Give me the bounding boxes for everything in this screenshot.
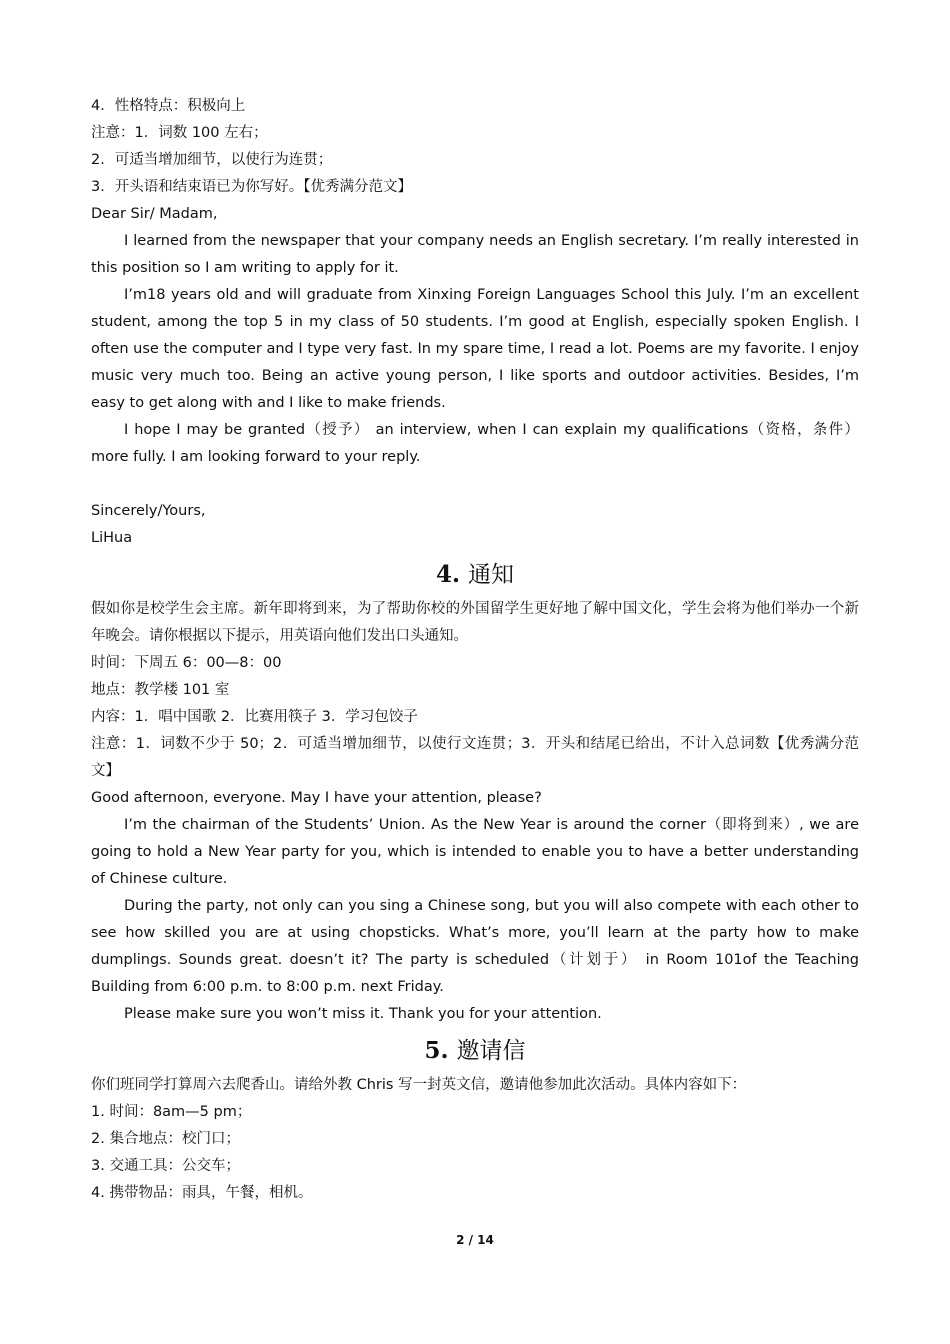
notice-place: 地点：教学楼 101 室 [91, 682, 230, 698]
page-number: 2 / 14 [456, 1233, 494, 1247]
notice-paragraph: During the party, not only can you sing a Chinese song, but you will also compete with each other to see how skilled you are at using chopsticks. What’s more, you’ll learn at the party how to make dumplings. Sounds great. doesn’t it? The party is scheduled（计划于） in Room 101of the Teaching Building from 6:00 p.m. to 8:00 p.m. next Friday. [91, 898, 859, 995]
section-title: 邀请信 [456, 1038, 526, 1064]
task-prompt: 你们班同学打算周六去爬香山。请给外教 Chris 写一封英文信，邀请他参加此次活动。具体内容如下： [91, 1077, 747, 1093]
document-page [91, 93, 859, 1207]
section-heading-notice [91, 554, 859, 596]
section-number: 5. [424, 1037, 449, 1064]
note-line: 注意：1．词数 100 左右； [91, 125, 268, 141]
notice-greeting: Good afternoon, everyone. May I have your attention, please? [91, 790, 542, 806]
letter-paragraph: I’m18 years old and will graduate from Xinxing Foreign Languages School this July. I’m an excellent student, among the top 5 in my class of 50 students. I’m good at English, especially spoken English. I often use the computer and I type very fast. In my spare time, I read a lot. Poems are my favorite. I enjoy music very much too. Being an active young person, I like sports and outdoor activities. Besides, I’m easy to get along with and I like to make friends. [91, 287, 859, 411]
list-item: 1. 时间：8am—5 pm； [91, 1104, 252, 1120]
notice-paragraph: I’m the chairman of the Students’ Union. As the New Year is around the corner（即将到来）, we are going to hold a New Year party for you, which is intended to enable you to have a better understanding of Chinese culture. [91, 817, 859, 887]
requirement-item: 4．性格特点：积极向上 [91, 98, 246, 114]
list-item: 4. 携带物品：雨具，午餐，相机。 [91, 1185, 313, 1201]
letter-salutation: Dear Sir/ Madam, [91, 206, 218, 222]
letter-closing: Sincerely/Yours, [91, 503, 206, 519]
note-line: 2．可适当增加细节，以使行为连贯； [91, 152, 333, 168]
letter-paragraph: I hope I may be granted（授予） an interview, when I can explain my qualifications（资格，条件） more fully. I am looking forward to your reply. [91, 422, 859, 465]
section-title: 通知 [468, 562, 514, 588]
notice-content: 内容：1．唱中国歌 2．比赛用筷子 3．学习包饺子 [91, 709, 418, 725]
spacer [91, 471, 859, 498]
task-prompt: 假如你是校学生会主席。新年即将到来，为了帮助你校的外国留学生更好地了解中国文化，学生会将为他们举办一个新年晚会。请你根据以下提示，用英语向他们发出口头通知。 [91, 601, 859, 644]
notice-paragraph: Please make sure you won’t miss it. Thank you for your attention. [124, 1006, 602, 1022]
section-number: 4. [435, 561, 460, 588]
task-notes: 注意：1．词数不少于 50；2．可适当增加细节，以使行文连贯；3．开头和结尾已给出，不计入总词数【优秀满分范文】 [91, 736, 859, 779]
note-line: 3．开头语和结束语已为你写好。【优秀满分范文】 [91, 179, 412, 195]
letter-signature: LiHua [91, 530, 133, 546]
notice-time: 时间：下周五 6：00—8：00 [91, 655, 282, 671]
letter-paragraph: I learned from the newspaper that your company needs an English secretary. I’m really interested in this position so I am writing to apply for it. [91, 233, 859, 276]
section-heading-invitation [91, 1030, 859, 1072]
list-item: 2. 集合地点：校门口； [91, 1131, 240, 1147]
list-item: 3. 交通工具：公交车； [91, 1158, 240, 1174]
